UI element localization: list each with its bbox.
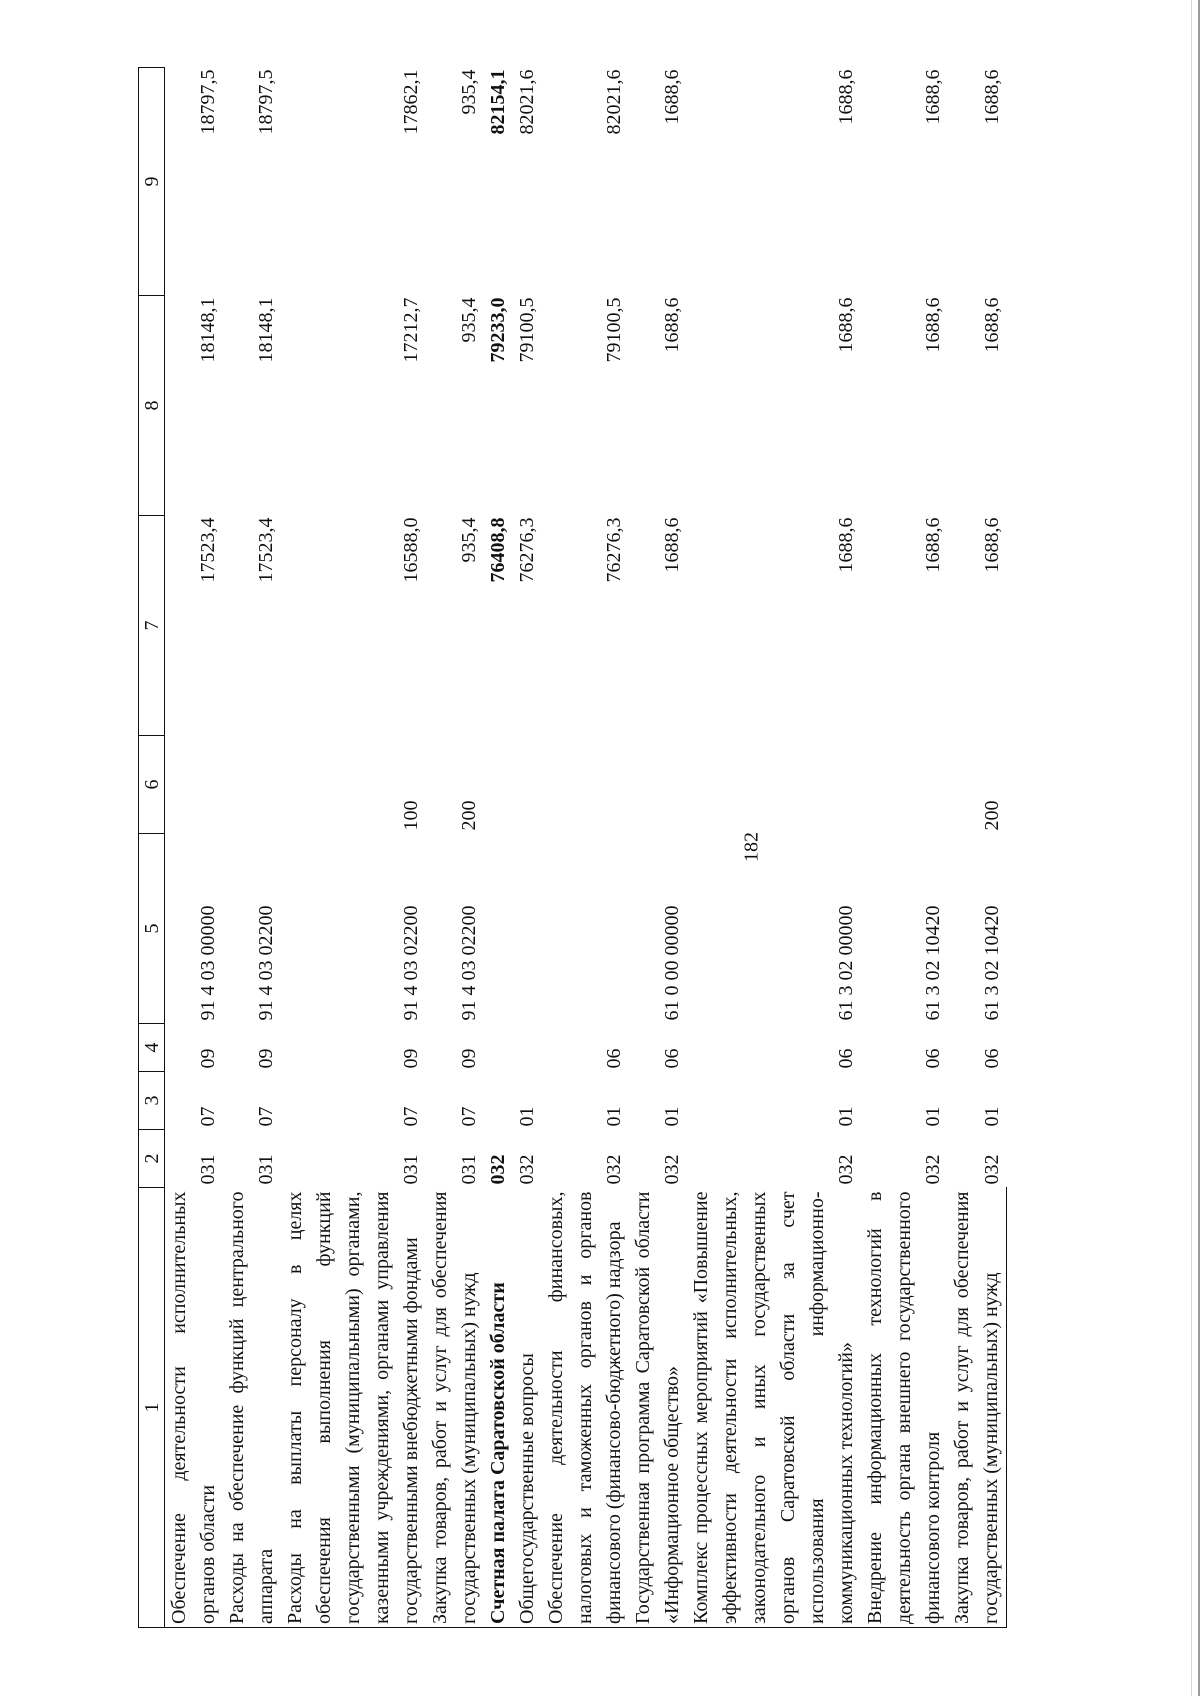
row-csr-code: 61 0 00 00000 — [661, 905, 683, 1021]
row-value-2: 79100,5 — [603, 297, 625, 363]
row-csr-code — [542, 834, 629, 1024]
table-row — [861, 68, 948, 1628]
row-csr-code: 61 3 02 00000 — [835, 905, 857, 1021]
header-col-6: 6 — [139, 736, 165, 834]
table-row — [542, 68, 629, 1628]
row-gr-code: 031 — [400, 1154, 422, 1185]
row-description: Обеспечение деятельности финансовых, налоговых и таможенных органов и органов финансового (финансово-бюджетного) надзора — [542, 1188, 629, 1628]
row-gr-code: 031 — [197, 1154, 219, 1185]
row-csr-code — [513, 834, 542, 1024]
row-value-1: 17523,4 — [197, 517, 219, 583]
table-row — [223, 68, 281, 1628]
row-value-2: 17212,7 — [400, 297, 422, 363]
row-pr-code: 06 — [922, 1048, 944, 1069]
row-vr-code: 200 — [980, 800, 1003, 831]
row-value-3: 82021,6 — [603, 69, 625, 135]
row-rz-code: 07 — [197, 1106, 219, 1127]
table-body — [165, 68, 1007, 1628]
row-value-1: 16588,0 — [400, 517, 422, 583]
row-value-3: 17862,1 — [400, 69, 422, 135]
row-value-3: 1688,6 — [835, 69, 857, 125]
header-col-5: 5 — [139, 834, 165, 1024]
row-csr-code: 61 3 02 10420 — [980, 905, 1003, 1021]
row-pr-code: 06 — [835, 1048, 857, 1069]
row-value-3: 18797,5 — [197, 69, 219, 135]
row-description: Закупка товаров, работ и услуг для обеспечения государственных (муниципальных) нужд — [948, 1188, 1007, 1628]
scan-edge-inner — [1191, 0, 1192, 1696]
row-pr-code: 09 — [255, 1048, 277, 1069]
table-row — [165, 68, 224, 1628]
row-pr-code: 06 — [661, 1048, 683, 1069]
row-vr-code — [687, 736, 861, 834]
row-vr-code — [629, 736, 687, 834]
row-vr-code: 100 — [400, 800, 422, 831]
row-gr-code: 032 — [516, 1154, 538, 1185]
row-description: Расходы на обеспечение функций центрального аппарата — [223, 1188, 281, 1628]
row-description: Общегосударственные вопросы — [513, 1188, 542, 1628]
header-col-7: 7 — [139, 516, 165, 736]
row-value-2: 1688,6 — [922, 297, 944, 353]
row-value-2: 18148,1 — [255, 297, 277, 363]
header-col-2: 2 — [139, 1130, 165, 1188]
row-pr-code: 09 — [197, 1048, 219, 1069]
row-rz-code: 07 — [458, 1106, 480, 1127]
row-csr-code: 91 4 03 02200 — [458, 905, 480, 1021]
row-description: Внедрение информационных технологий в деятельность органа внешнего государственного финансового контроля — [861, 1188, 948, 1628]
row-description: Расходы на выплаты персоналу в целях обеспечения выполнения функций государственными (муниципальными) органами, казенными учреждениями, органами управления государственными внебюджетными фондами — [281, 1188, 426, 1628]
row-pr-code: 09 — [400, 1048, 422, 1069]
row-description: Обеспечение деятельности исполнительных органов области — [165, 1188, 224, 1628]
table-row — [687, 68, 861, 1628]
row-rz-code: 01 — [922, 1106, 944, 1127]
row-rz-code: 01 — [516, 1106, 538, 1127]
row-value-3: 1688,6 — [661, 69, 683, 125]
row-value-1: 76276,3 — [603, 517, 625, 583]
row-gr-code: 031 — [458, 1154, 480, 1185]
row-csr-code: 61 3 02 10420 — [922, 905, 944, 1021]
budget-table — [138, 67, 1007, 1628]
row-rz-code: 01 — [835, 1106, 857, 1127]
row-value-2: 79233,0 — [487, 297, 509, 363]
row-description: Комплекс процессных мероприятий «Повышение эффективности деятельности исполнительных, законодательного и иных государственных органов Саратовской области за счет использования информационно-коммуникационных технологий» — [687, 1188, 861, 1628]
row-pr-code — [513, 1024, 542, 1072]
row-pr-code: 06 — [980, 1048, 1003, 1069]
row-rz-code: 01 — [980, 1106, 1003, 1127]
row-value-1: 1688,6 — [980, 517, 1003, 573]
table-row — [484, 68, 513, 1628]
row-description: Государственная программа Саратовской области «Информационное общество» — [629, 1188, 687, 1628]
row-vr-code: 200 — [458, 800, 480, 831]
row-value-1: 17523,4 — [255, 517, 277, 583]
row-value-1: 1688,6 — [922, 517, 944, 573]
row-value-3: 82154,1 — [487, 69, 509, 135]
row-csr-code: 91 4 03 00000 — [197, 905, 219, 1021]
header-col-8: 8 — [139, 296, 165, 516]
row-vr-code — [861, 736, 948, 834]
row-rz-code: 01 — [603, 1106, 625, 1127]
table-header-row — [139, 68, 165, 1628]
table-row — [629, 68, 687, 1628]
row-value-3: 82021,6 — [516, 69, 538, 135]
header-col-1: 1 — [139, 1188, 165, 1628]
row-value-3: 18797,5 — [255, 69, 277, 135]
row-vr-code — [484, 736, 513, 834]
row-value-1: 1688,6 — [835, 517, 857, 573]
row-gr-code: 032 — [835, 1154, 857, 1185]
row-rz-code: 01 — [661, 1106, 683, 1127]
page-number: 182 — [740, 832, 763, 862]
row-pr-code: 09 — [458, 1048, 480, 1069]
row-csr-code: 91 4 03 02200 — [400, 905, 422, 1021]
header-col-9: 9 — [139, 68, 165, 296]
row-rz-code — [484, 1072, 513, 1130]
row-vr-code — [165, 736, 224, 834]
budget-table-rotated — [138, 68, 1138, 1628]
row-vr-code — [513, 736, 542, 834]
row-value-2: 1688,6 — [835, 297, 857, 353]
row-description: Закупка товаров, работ и услуг для обеспечения государственных (муниципальных) нужд — [426, 1188, 484, 1628]
row-value-3: 1688,6 — [980, 69, 1003, 125]
row-csr-code: 91 4 03 02200 — [255, 905, 277, 1021]
table-row — [948, 68, 1007, 1628]
row-pr-code: 06 — [603, 1048, 625, 1069]
row-value-2: 18148,1 — [197, 297, 219, 363]
row-value-3: 1688,6 — [922, 69, 944, 125]
row-value-1: 935,4 — [458, 517, 480, 563]
table-row — [513, 68, 542, 1628]
row-rz-code: 07 — [400, 1106, 422, 1127]
row-gr-code: 032 — [487, 1154, 509, 1185]
row-rz-code: 07 — [255, 1106, 277, 1127]
row-value-1: 76408,8 — [487, 517, 509, 583]
row-gr-code: 032 — [661, 1154, 683, 1185]
row-value-3: 935,4 — [458, 69, 480, 115]
header-col-3: 3 — [139, 1072, 165, 1130]
row-pr-code — [484, 1024, 513, 1072]
row-vr-code — [542, 736, 629, 834]
row-value-1: 76276,3 — [516, 517, 538, 583]
row-value-2: 1688,6 — [661, 297, 683, 353]
row-vr-code — [223, 736, 281, 834]
table-row — [426, 68, 484, 1628]
row-value-2: 79100,5 — [516, 297, 538, 363]
row-value-2: 1688,6 — [980, 297, 1003, 353]
header-col-4: 4 — [139, 1024, 165, 1072]
table-row — [281, 68, 426, 1628]
row-gr-code: 032 — [980, 1154, 1003, 1185]
row-gr-code: 031 — [255, 1154, 277, 1185]
row-gr-code: 032 — [603, 1154, 625, 1185]
row-description: Счетная палата Саратовской области — [484, 1188, 513, 1628]
row-value-1: 1688,6 — [661, 517, 683, 573]
row-gr-code: 032 — [922, 1154, 944, 1185]
row-csr-code — [484, 834, 513, 1024]
row-value-2: 935,4 — [458, 297, 480, 343]
